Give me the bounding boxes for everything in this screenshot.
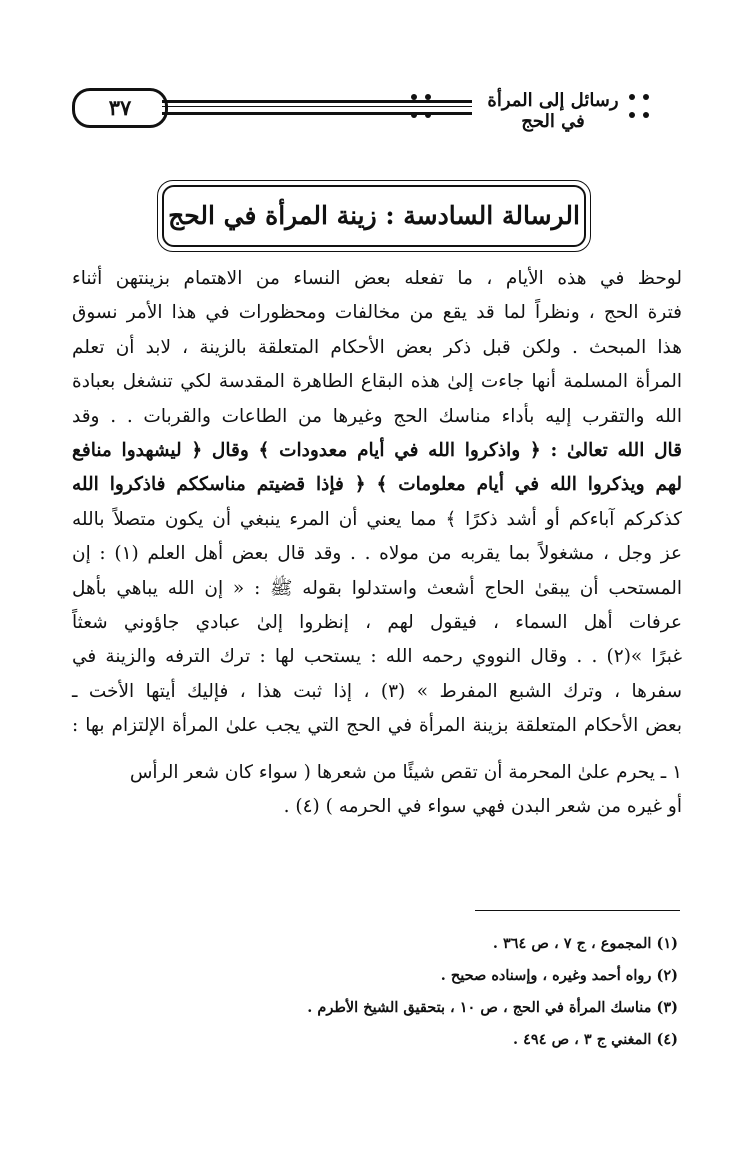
chapter-title: الرسالة السادسة : زينة المرأة في الحج — [168, 201, 580, 230]
chapter-title-frame — [162, 185, 586, 247]
running-title: رسائل إلى المرأة في الحج — [487, 90, 619, 132]
text-line: المرأة المسلمة أنها جاءت إلىٰ هذه البقاع الطاهرة المقدسة لكي تنشغل بعبادة — [72, 371, 682, 393]
text-line: الله والتقرب إليه بأداء مناسك الحج وغيرها من الطاعات والقربات . . وقد — [72, 405, 682, 427]
footnote-2: (٢) رواه أحمد وغيره ، وإسناده صحيح . — [440, 967, 678, 984]
body-paragraph — [72, 262, 682, 744]
page-number: ٣٧ — [72, 88, 168, 128]
main-text — [72, 262, 682, 825]
text-line: ١ ـ يحرم علىٰ المحرمة أن تقص شيئًا من شعرها ( سواء كان شعر الرأس — [129, 761, 682, 783]
text-line: كذكركم آباءكم أو أشد ذكرًا ﴾ مما يعني أن المرء ينبغي أن يكون متصلاً بالله — [72, 508, 682, 530]
text-line: فترة الحج ، ونظراً لما قد يقع من مخالفات ومحظورات في هذا الأمر نسوق — [72, 302, 682, 324]
text-line: غبرًا »(٢) . . وقال النووي رحمه الله : يستحب لها : ترك الترفه والزينة في — [72, 646, 682, 668]
text-line: بعض الأحكام المتعلقة بزينة المرأة في الحج التي يجب علىٰ المرأة الإلتزام بها : — [72, 715, 682, 737]
text-line: لوحظ في هذه الأيام ، ما تفعله بعض النساء من الاهتمام بزينتهن أثناء — [72, 268, 682, 289]
footnote-1: (١) المجموع ، ج ٧ ، ص ٣٦٤ . — [492, 935, 678, 952]
text-line: عرفات أهل السماء ، فيقول لهم ، إنظروا إلىٰ عبادي جاؤوني شعثاً — [72, 612, 682, 634]
text-line: سفرها ، وترك الشبع المفرط » (٣) ، إذا ثبت هذا ، فإليك أيتها الأخت ـ — [72, 680, 682, 702]
text-line: عز وجل ، مشغولاً بما يقربه من مولاه . . وقد قال بعض أهل العلم (١) : إن — [72, 543, 683, 565]
ornament-dots-right — [626, 92, 662, 126]
footnote-4: (٤) المغني ج ٣ ، ص ٤٩٤ . — [513, 1031, 678, 1048]
text-line-quran: قال الله تعالىٰ : ﴿ واذكروا الله في أيام معدودات ﴾ وقال ﴿ ليشهدوا منافع — [72, 440, 682, 462]
rule-item-1 — [72, 756, 682, 825]
page-header — [58, 86, 693, 130]
text-line: المستحب أن يبقىٰ الحاج أشعث واستدلوا بقوله ﷺ : « إن الله يباهي بأهل — [72, 577, 682, 599]
text-line-quran: لهم ويذكروا الله في أيام معلومات ﴾ ﴿ فإذا قضيتم مناسككم فاذكروا الله — [72, 474, 682, 496]
ornament-dots-left — [408, 92, 444, 126]
footnote-separator — [475, 910, 680, 911]
footnotes — [200, 928, 678, 1056]
footnote-3: (٣) مناسك المرأة في الحج ، ص ١٠ ، بتحقيق الشيخ الأطرم . — [307, 999, 678, 1016]
text-line: هذا المبحث . ولكن قبل ذكر بعض الأحكام المتعلقة بالزينة ، لابد أن تعلم — [72, 336, 682, 358]
text-line: أو غيره من شعر البدن فهي سواء في الحرمه ) (٤) . — [283, 796, 682, 818]
